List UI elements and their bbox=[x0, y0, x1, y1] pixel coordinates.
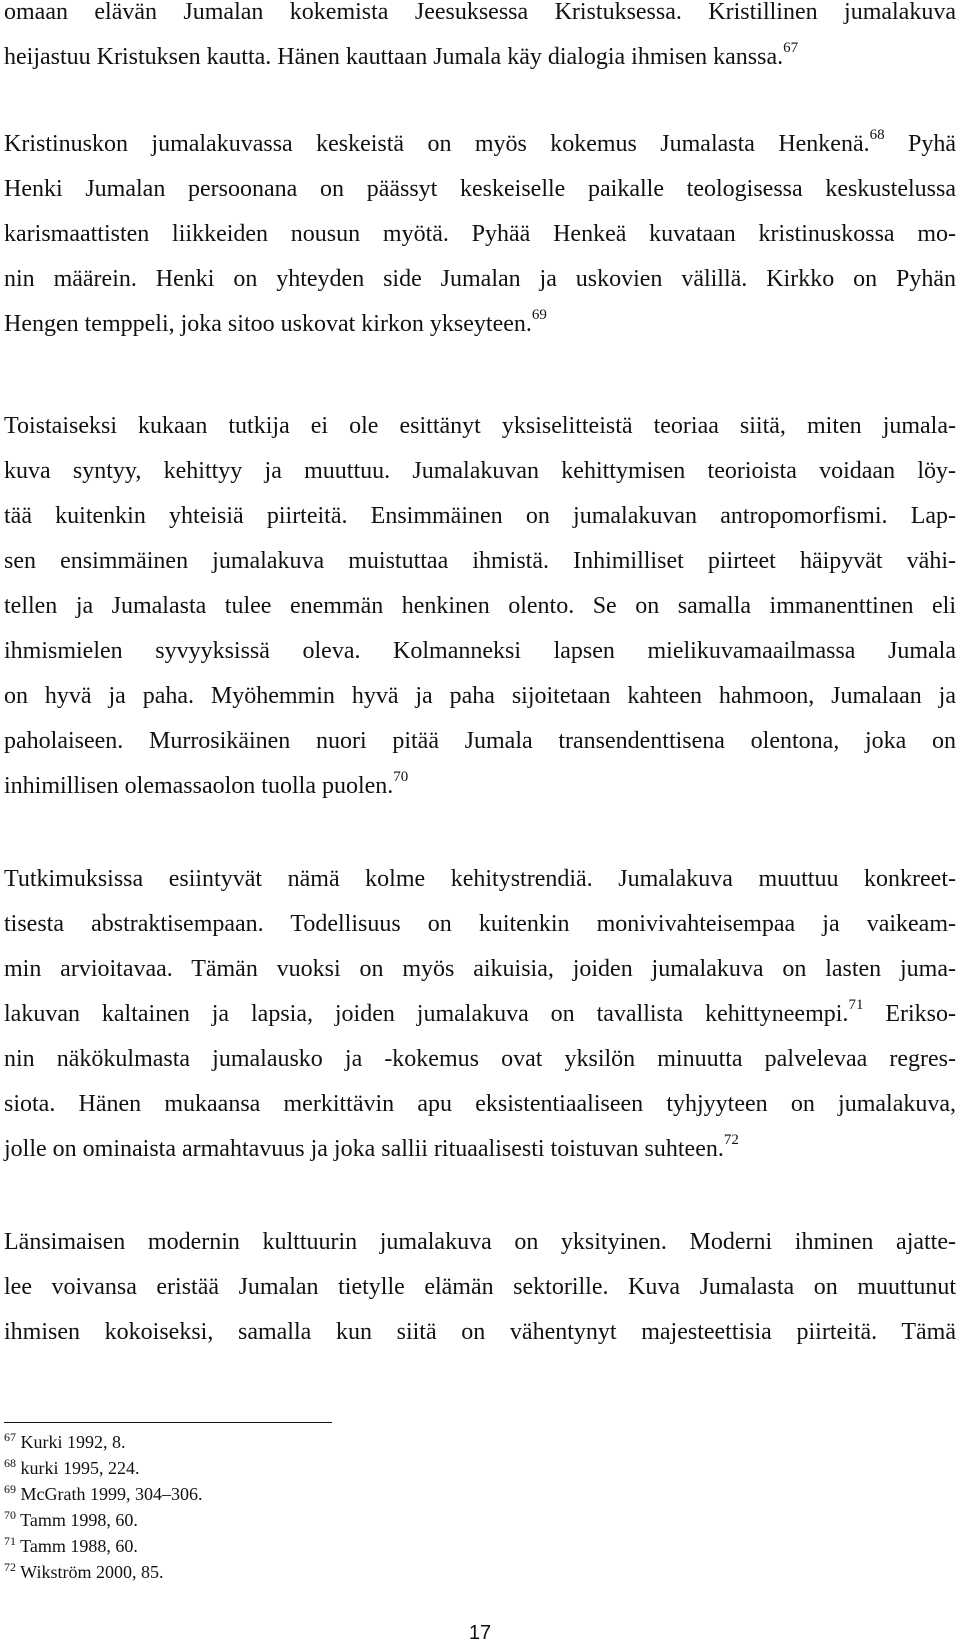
footnote-text: Tamm 1988, 60. bbox=[16, 1536, 138, 1556]
text-line bbox=[4, 902, 956, 947]
body-paragraph bbox=[4, 1220, 956, 1355]
line-text: Länsimaisen modernin kulttuurin jumalakuva on yksityinen. Moderni ihminen ajatte- bbox=[4, 1229, 956, 1255]
footnote-number: 68 bbox=[4, 1456, 16, 1470]
text-line bbox=[4, 947, 956, 992]
line-text: jolle on ominaista armahtavuus ja joka sallii rituaalisesti toistuvan suhteen. bbox=[4, 1136, 724, 1162]
footnote-reference[interactable]: 71 bbox=[848, 997, 864, 1013]
footnote bbox=[4, 1481, 604, 1507]
body-paragraph bbox=[4, 122, 956, 347]
line-text-continuation: Pyhä bbox=[884, 131, 956, 157]
text-line bbox=[4, 1310, 956, 1355]
line-text: on hyvä ja paha. Myöhemmin hyvä ja paha sijoitetaan kahteen hahmoon, Jumalaan ja bbox=[4, 683, 956, 709]
line-text: nin määrein. Henki on yhteyden side Jumalan ja uskovien välillä. Kirkko on Pyhän bbox=[4, 266, 956, 292]
text-line bbox=[4, 257, 956, 302]
text-line bbox=[4, 992, 956, 1037]
line-text-continuation: Erikso- bbox=[863, 1001, 957, 1027]
line-text: Tutkimuksissa esiintyvät nämä kolme kehitystrendiä. Jumalakuva muuttuu konkreet- bbox=[4, 866, 956, 892]
text-line bbox=[4, 719, 956, 764]
line-text: tisesta abstraktisempaan. Todellisuus on kuitenkin monivivahteisempaa ja vaikeam- bbox=[4, 911, 956, 937]
text-line bbox=[4, 764, 956, 809]
footnote-reference[interactable]: 72 bbox=[723, 1132, 739, 1148]
text-line bbox=[4, 629, 956, 674]
line-text: lakuvan kaltainen ja lapsia, joiden jumalakuva on tavallista kehittyneempi. bbox=[4, 1001, 849, 1027]
footnotes bbox=[4, 1429, 604, 1585]
line-text: inhimillisen olemassaolon tuolla puolen. bbox=[4, 773, 394, 799]
footnote-reference[interactable]: 68 bbox=[869, 127, 885, 143]
text-line bbox=[4, 494, 956, 539]
line-text: tää kuitenkin yhteisiä piirteitä. Ensimmäinen on jumalakuvan antropomorfismi. Lap- bbox=[4, 503, 956, 529]
footnote-text: kurki 1995, 224. bbox=[16, 1458, 140, 1478]
footnote-number: 70 bbox=[4, 1508, 16, 1522]
body-paragraph bbox=[4, 404, 956, 809]
line-text: paholaiseen. Murrosikäinen nuori pitää Jumala transendenttisena olentona, joka on bbox=[4, 728, 956, 754]
text-line bbox=[4, 1265, 956, 1310]
footnote bbox=[4, 1455, 604, 1481]
line-text: siota. Hänen mukaansa merkittävin apu eksistentiaaliseen tyhjyyteen on jumalakuva, bbox=[4, 1091, 956, 1117]
footnote bbox=[4, 1507, 604, 1533]
line-text: ihmisen kokoiseksi, samalla kun siitä on vähentynyt majesteettisia piirteitä. Tämä bbox=[4, 1319, 956, 1345]
line-text: heijastuu Kristuksen kautta. Hänen kauttaan Jumala käy dialogia ihmisen kanssa. bbox=[4, 44, 784, 70]
footnote bbox=[4, 1533, 604, 1559]
text-line bbox=[4, 1082, 956, 1127]
footnote bbox=[4, 1429, 604, 1455]
line-text: Henki Jumalan persoonana on päässyt keskeiselle paikalle teologisessa keskustelussa bbox=[4, 176, 956, 202]
text-line bbox=[4, 302, 956, 347]
text-line bbox=[4, 404, 956, 449]
footnote-text: McGrath 1999, 304–306. bbox=[16, 1484, 203, 1504]
text-line bbox=[4, 674, 956, 719]
footnote bbox=[4, 1559, 604, 1585]
line-text: Kristinuskon jumalakuvassa keskeistä on myös kokemus Jumalasta Henkenä. bbox=[4, 131, 870, 157]
line-text: karismaattisten liikkeiden nousun myötä. Pyhää Henkeä kuvataan kristinuskossa mo- bbox=[4, 221, 956, 247]
line-text: lee voivansa eristää Jumalan tietylle elämän sektorille. Kuva Jumalasta on muuttunut bbox=[4, 1274, 956, 1300]
text-line bbox=[4, 35, 956, 80]
line-text: nin näkökulmasta jumalausko ja -kokemus ovat yksilön minuutta palvelevaa regres- bbox=[4, 1046, 956, 1072]
footnote-number: 67 bbox=[4, 1430, 16, 1444]
text-line bbox=[4, 857, 956, 902]
line-text: min arvioitavaa. Tämän vuoksi on myös aikuisia, joiden jumalakuva on lasten juma- bbox=[4, 956, 956, 982]
text-line bbox=[4, 1220, 956, 1265]
footnote-reference[interactable]: 67 bbox=[783, 40, 799, 56]
text-line bbox=[4, 212, 956, 257]
footnote-number: 72 bbox=[4, 1560, 16, 1574]
line-text: Hengen temppeli, joka sitoo uskovat kirkon ykseyteen. bbox=[4, 311, 532, 337]
footnote-text: Wikström 2000, 85. bbox=[16, 1562, 164, 1582]
line-text: ihmismielen syvyyksissä oleva. Kolmanneksi lapsen mielikuvamaailmassa Jumala bbox=[4, 638, 956, 664]
line-text: tellen ja Jumalasta tulee enemmän henkinen olento. Se on samalla immanenttinen eli bbox=[4, 593, 956, 619]
line-text: Toistaiseksi kukaan tutkija ei ole esittänyt yksiselitteistä teoriaa siitä, miten jumala- bbox=[4, 413, 956, 439]
line-text: sen ensimmäinen jumalakuva muistuttaa ihmistä. Inhimilliset piirteet häipyvät vähi- bbox=[4, 548, 956, 574]
text-line bbox=[4, 449, 956, 494]
body-paragraph bbox=[4, 857, 956, 1172]
footnote-text: Tamm 1998, 60. bbox=[16, 1510, 138, 1530]
body-paragraph bbox=[4, 0, 956, 80]
footnote-reference[interactable]: 70 bbox=[393, 769, 409, 785]
text-line bbox=[4, 167, 956, 212]
line-text: omaan elävän Jumalan kokemista Jeesuksessa Kristuksessa. Kristillinen jumalakuva bbox=[4, 0, 956, 25]
text-line bbox=[4, 0, 956, 35]
footnote-number: 71 bbox=[4, 1534, 16, 1548]
text-line bbox=[4, 539, 956, 584]
text-line bbox=[4, 1127, 956, 1172]
text-line bbox=[4, 122, 956, 167]
line-text: kuva syntyy, kehittyy ja muuttuu. Jumalakuvan kehittymisen teorioista voidaan löy- bbox=[4, 458, 956, 484]
text-line bbox=[4, 584, 956, 629]
text-line bbox=[4, 1037, 956, 1082]
page-number: 17 bbox=[468, 1622, 492, 1644]
footnote-number: 69 bbox=[4, 1482, 16, 1496]
footnote-reference[interactable]: 69 bbox=[531, 307, 547, 323]
footnote-text: Kurki 1992, 8. bbox=[16, 1432, 126, 1452]
footnote-separator bbox=[4, 1422, 332, 1423]
